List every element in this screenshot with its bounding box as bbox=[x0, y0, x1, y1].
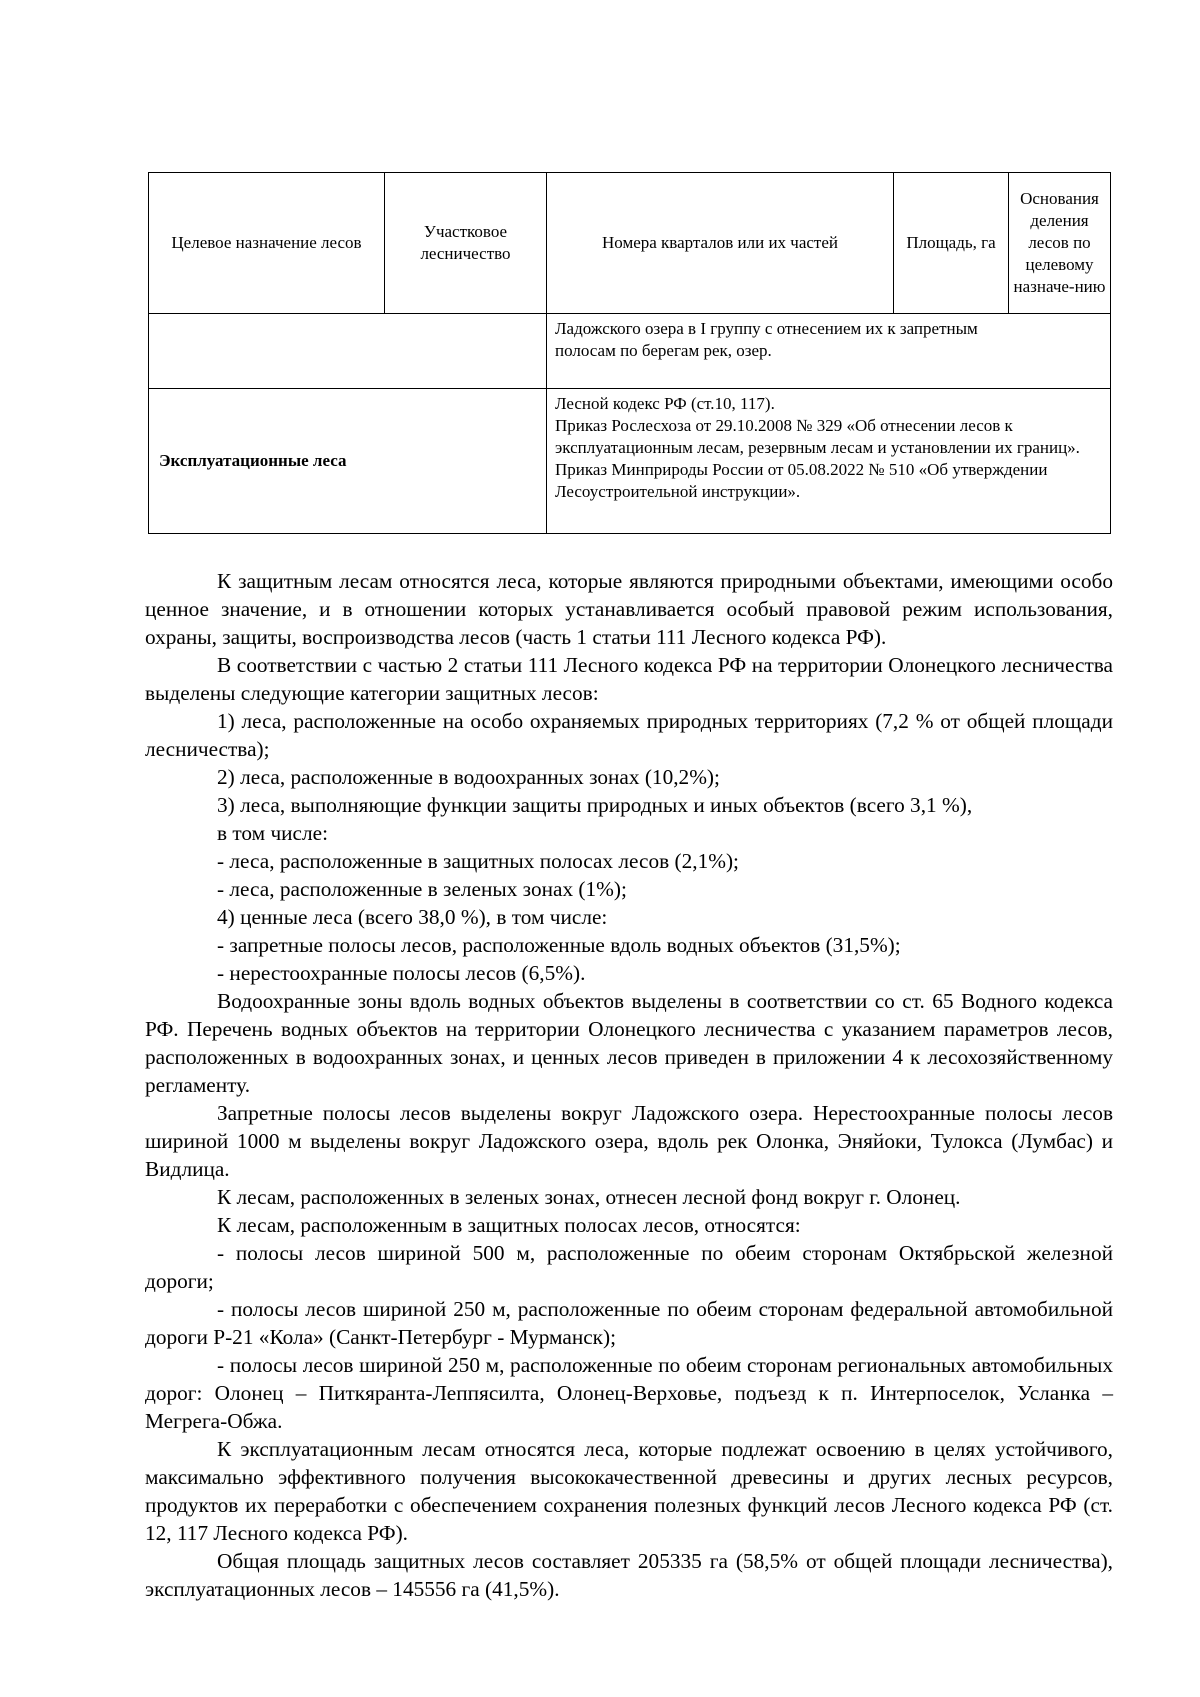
basis-line: Лесной кодекс РФ (ст.10, 117). bbox=[555, 394, 775, 413]
document-body bbox=[145, 567, 1113, 1603]
paragraph: К лесам, расположенных в зеленых зонах, отнесен лесной фонд вокруг г. Олонец. bbox=[217, 1185, 961, 1209]
list-item: - леса, расположенные в защитных полосах лесов (2,1%); bbox=[217, 849, 739, 873]
paragraph: К эксплуатационным лесам относятся леса, которые подлежат освоению в целях устойчивого, максимально эффективного получения высококачественной древесины и других лесных ресурсов, продуктов их переработки с обеспечением сохранения полезных функций лесов Лесного кодекса РФ (ст. 12, 117 Лесного кодекса РФ). bbox=[145, 1437, 1113, 1545]
list-item: - полосы лесов шириной 250 м, расположенные по обеим сторонам региональных автомобильных дорог: Олонец – Питкяранта-Леппясилта, Олонец-Верховье, подъезд к п. Интерпоселок, Усланка – Мегрега-Обжа. bbox=[145, 1353, 1113, 1433]
header-blocks: Номера кварталов или их частей bbox=[547, 173, 894, 314]
list-item: 1) леса, расположенные на особо охраняемых природных территориях (7,2 % от общей площади лесничества); bbox=[145, 709, 1113, 761]
paragraph: К защитным лесам относятся леса, которые являются природными объектами, имеющими особо ценное значение, и в отношении которых устанавливается особый правовой режим использования, охраны, защиты, воспроизводства лесов (часть 1 статьи 111 Лесного кодекса РФ). bbox=[145, 569, 1113, 649]
basis-line: Приказ Минприроды России от 05.08.2022 № 510 «Об утверждении Лесоустроительной инструкции». bbox=[555, 460, 1048, 501]
basis-line: Ладожского озера в I группу с отнесением их к запретным bbox=[555, 319, 978, 338]
header-basis: Основания деления лесов по целевому назначе-нию bbox=[1009, 173, 1111, 314]
list-item: 2) леса, расположенные в водоохранных зонах (10,2%); bbox=[217, 765, 720, 789]
list-item: 3) леса, выполняющие функции защиты природных и иных объектов (всего 3,1 %), bbox=[217, 793, 973, 817]
row-b-basis bbox=[547, 389, 1111, 534]
row-a-purpose bbox=[149, 314, 547, 389]
paragraph: В соответствии с частью 2 статьи 111 Лесного кодекса РФ на территории Олонецкого лесничества выделены следующие категории защитных лесов: bbox=[145, 653, 1113, 705]
paragraph: Общая площадь защитных лесов составляет 205335 га (58,5% от общей площади лесничества), эксплуатационных лесов – 145556 га (41,5%). bbox=[145, 1549, 1113, 1601]
row-b-purpose: Эксплуатационные леса bbox=[149, 389, 547, 534]
list-item: - леса, расположенные в зеленых зонах (1%); bbox=[217, 877, 627, 901]
basis-line: Приказ Рослесхоза от 29.10.2008 № 329 «Об отнесении лесов к эксплуатационным лесам, резервным лесам и установлении их границ». bbox=[555, 416, 1080, 457]
table-row bbox=[149, 389, 1111, 534]
header-district: Участковое лесничество bbox=[385, 173, 547, 314]
header-area: Площадь, га bbox=[894, 173, 1009, 314]
paragraph: Водоохранные зоны вдоль водных объектов выделены в соответствии со ст. 65 Водного кодекса РФ. Перечень водных объектов на территории Олонецкого лесничества с указанием параметров лесов, расположенных в водоохранных зонах, и ценных лесов приведен в приложении 4 к лесохозяйственному регламенту. bbox=[145, 989, 1113, 1097]
basis-line: полосам по берегам рек, озер. bbox=[555, 341, 772, 360]
list-item: - полосы лесов шириной 500 м, расположенные по обеим сторонам Октябрьской железной дороги; bbox=[145, 1241, 1113, 1293]
paragraph: Запретные полосы лесов выделены вокруг Ладожского озера. Нерестоохранные полосы лесов шириной 1000 м выделены вокруг Ладожского озера, вдоль рек Олонка, Эняйоки, Тулокса (Лумбас) и Видлица. bbox=[145, 1101, 1113, 1181]
table-row bbox=[149, 314, 1111, 389]
row-a-basis bbox=[547, 314, 1111, 389]
list-item: - полосы лесов шириной 250 м, расположенные по обеим сторонам федеральной автомобильной дороги Р-21 «Кола» (Санкт-Петербург - Мурманск); bbox=[145, 1297, 1113, 1349]
header-purpose: Целевое назначение лесов bbox=[149, 173, 385, 314]
forest-purpose-table bbox=[148, 172, 1111, 534]
list-item: - запретные полосы лесов, расположенные вдоль водных объектов (31,5%); bbox=[217, 933, 901, 957]
table-header-row bbox=[149, 173, 1111, 314]
list-item: 4) ценные леса (всего 38,0 %), в том числе: bbox=[217, 905, 608, 929]
paragraph: К лесам, расположенным в защитных полосах лесов, относятся: bbox=[217, 1213, 801, 1237]
list-item: - нерестоохранные полосы лесов (6,5%). bbox=[217, 961, 586, 985]
list-item: в том числе: bbox=[217, 821, 329, 845]
